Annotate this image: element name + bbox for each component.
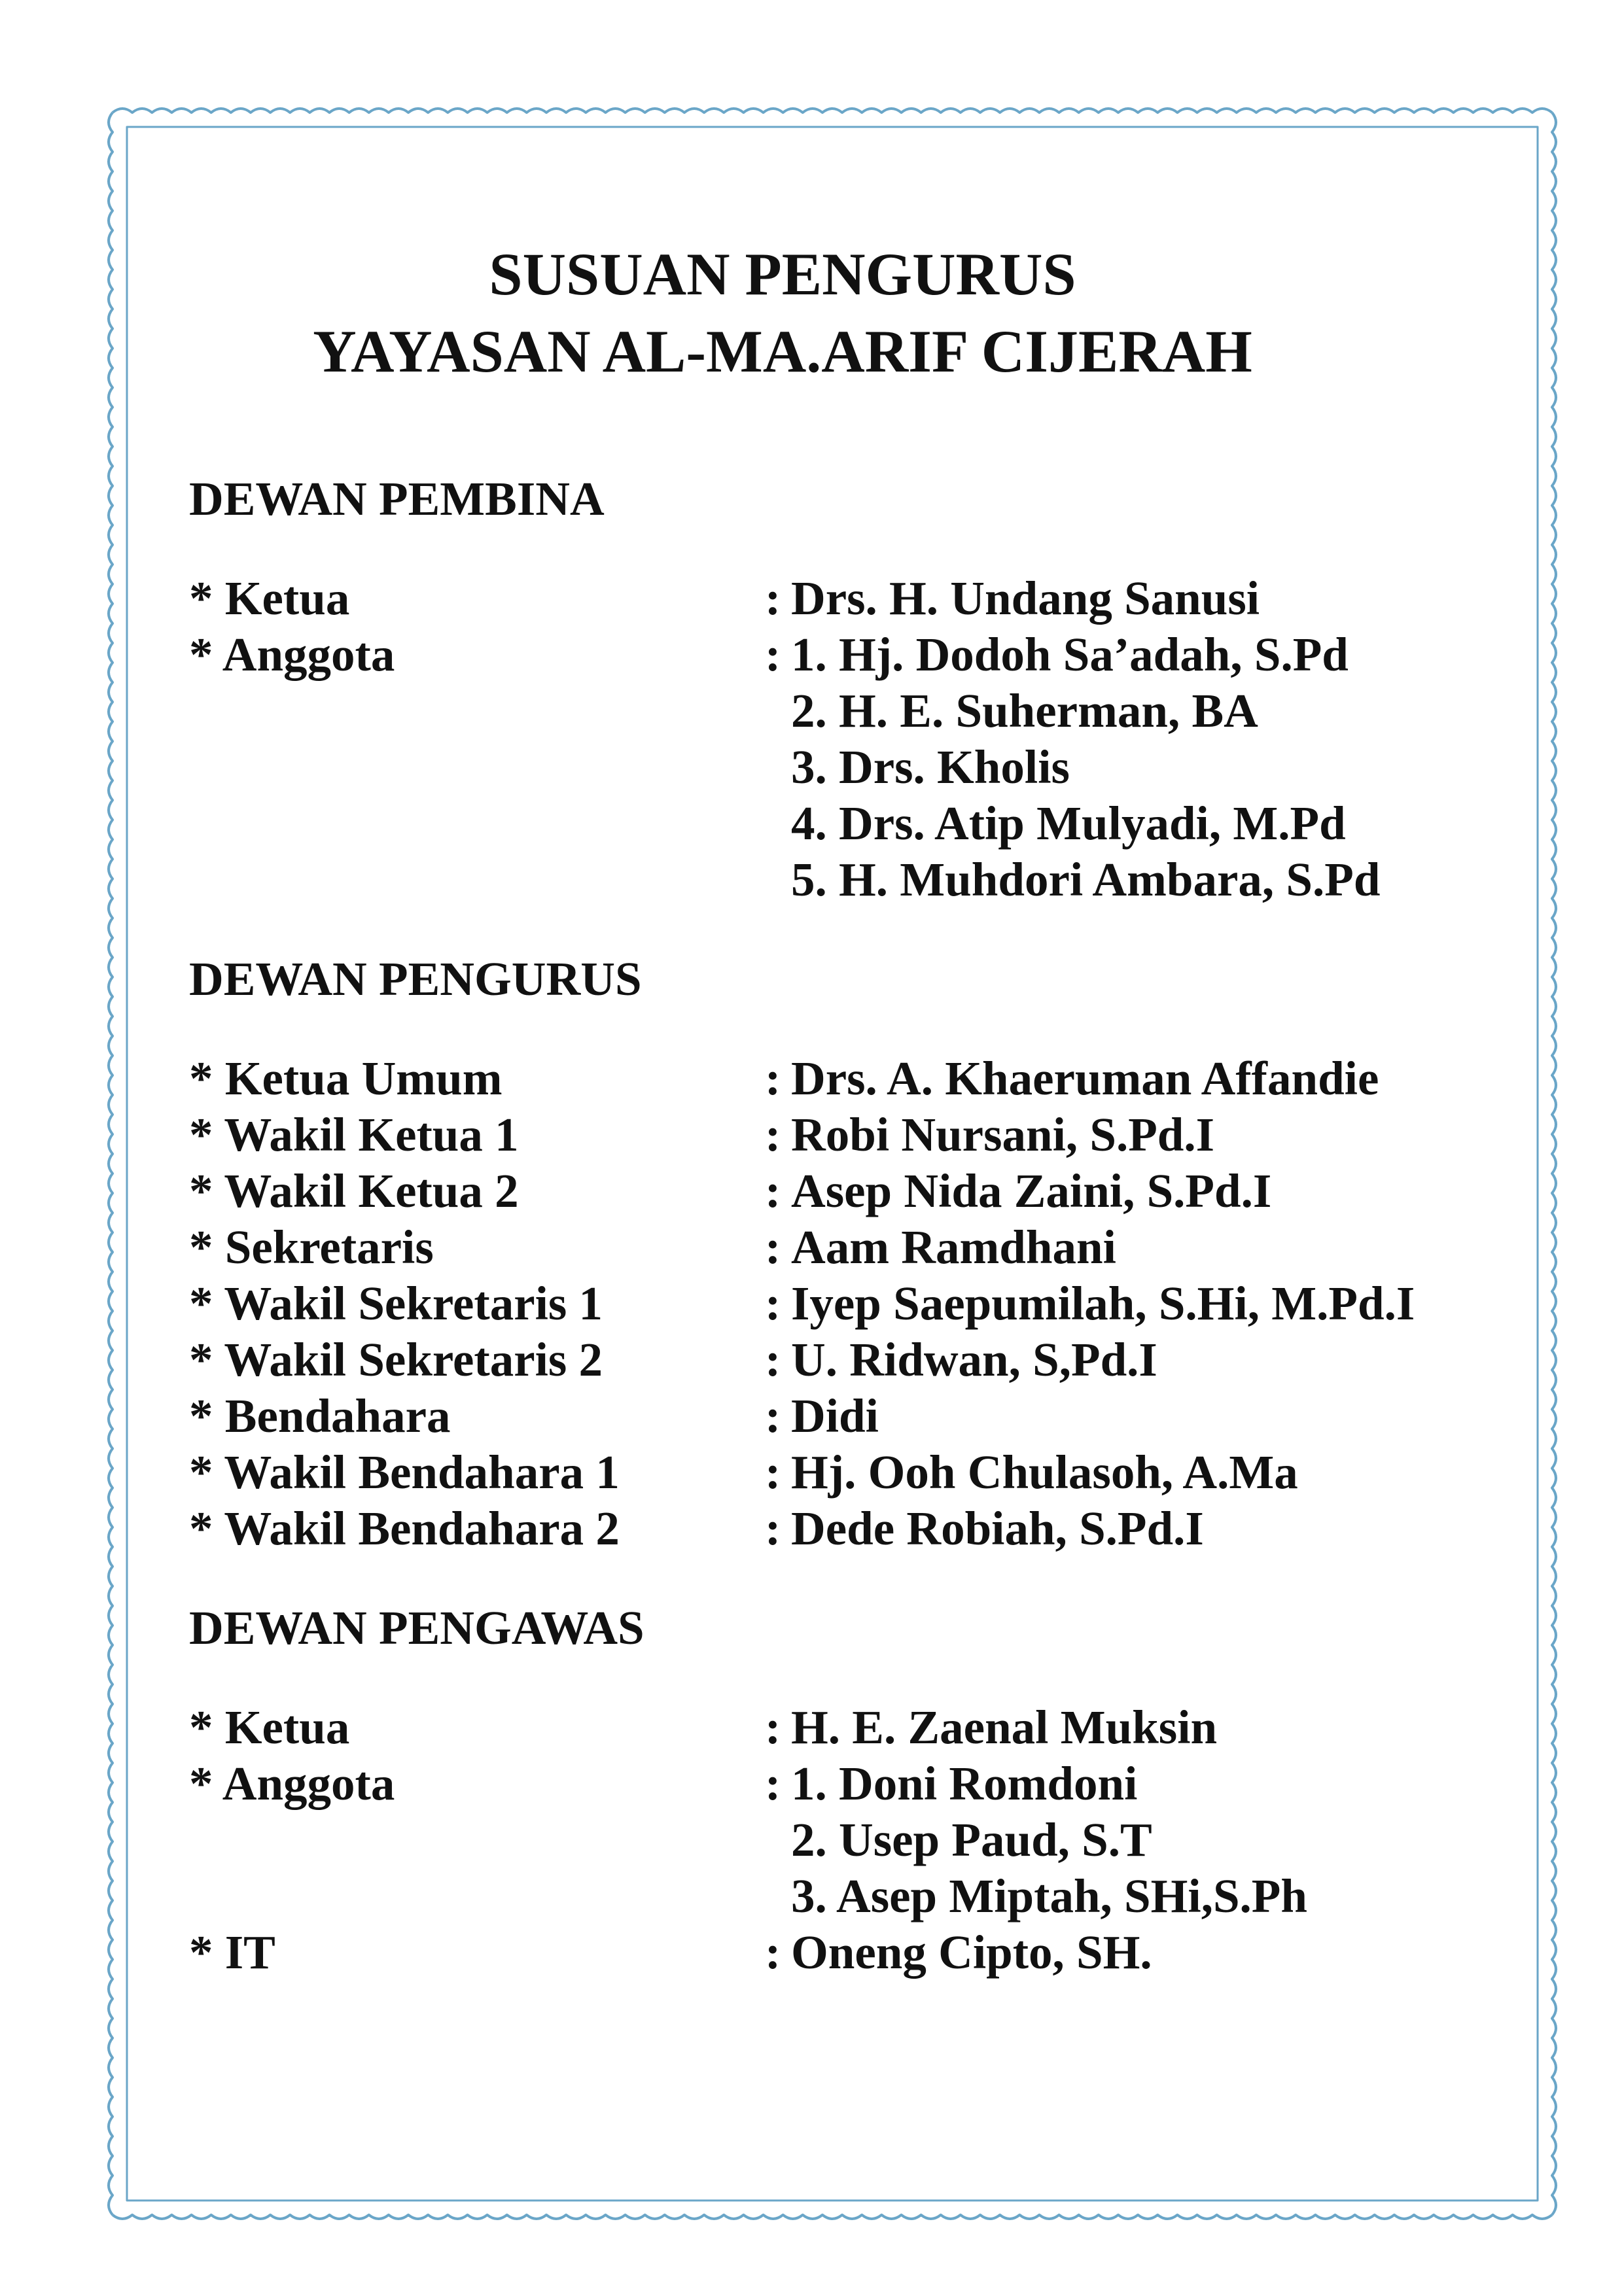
colon: : xyxy=(765,628,781,681)
member-row xyxy=(189,1219,1465,1276)
member-row xyxy=(189,1501,1465,1557)
role-label: * Bendahara xyxy=(189,1389,451,1442)
member-name: Iyep Saepumilah, S.Hi, M.Pd.I xyxy=(791,1277,1415,1330)
role-label: * Ketua xyxy=(189,572,350,625)
member-row xyxy=(189,1051,1465,1107)
member-name: 2. Usep Paud, S.T xyxy=(791,1813,1152,1866)
member-name: 4. Drs. Atip Mulyadi, M.Pd xyxy=(791,797,1346,850)
colon: : xyxy=(765,1052,781,1105)
member-name: Oneng Cipto, SH. xyxy=(791,1926,1152,1979)
colon: : xyxy=(765,1277,781,1330)
member-name: Asep Nida Zaini, S.Pd.I xyxy=(791,1164,1272,1217)
colon: : xyxy=(765,1333,781,1386)
title-line-1: SUSUAN PENGURUS xyxy=(489,241,1076,307)
role-label: * Sekretaris xyxy=(189,1221,434,1274)
member-name: 3. Asep Miptah, SHi,S.Ph xyxy=(791,1870,1307,1922)
member-name: Drs. A. Khaeruman Affandie xyxy=(791,1052,1379,1105)
colon: : xyxy=(765,1446,781,1499)
title-line-2: YAYASAN AL-MA.ARIF CIJERAH xyxy=(313,318,1252,385)
colon xyxy=(765,852,791,908)
member-name: Robi Nursani, S.Pd.I xyxy=(791,1108,1215,1161)
colon xyxy=(765,1812,791,1868)
role-label: * Wakil Bendahara 1 xyxy=(189,1446,620,1499)
member-row xyxy=(189,1276,1465,1332)
colon: : xyxy=(765,1108,781,1161)
section-heading: DEWAN PENGAWAS xyxy=(189,1601,644,1654)
role-label: * Wakil Bendahara 2 xyxy=(189,1502,620,1555)
section-dewan-pembina xyxy=(189,471,1465,908)
colon: : xyxy=(765,1389,781,1442)
role-label xyxy=(189,739,765,795)
role-label: * Wakil Ketua 2 xyxy=(189,1164,519,1217)
colon xyxy=(765,1868,791,1924)
member-row xyxy=(189,570,1465,627)
colon: : xyxy=(765,1502,781,1555)
colon xyxy=(765,739,791,795)
document-body xyxy=(189,235,1465,1981)
member-row xyxy=(189,1868,1465,1924)
colon: : xyxy=(765,1221,781,1274)
role-label: * Anggota xyxy=(189,1757,395,1810)
colon xyxy=(765,683,791,739)
role-label xyxy=(189,795,765,852)
section-heading: DEWAN PENGURUS xyxy=(189,952,642,1005)
role-label: * Wakil Sekretaris 2 xyxy=(189,1333,603,1386)
role-label: * Ketua xyxy=(189,1701,350,1754)
role-label: * Wakil Ketua 1 xyxy=(189,1108,519,1161)
member-name: Didi xyxy=(791,1389,879,1442)
section-heading: DEWAN PEMBINA xyxy=(189,472,605,525)
member-row xyxy=(189,627,1465,683)
member-name: 5. H. Muhdori Ambara, S.Pd xyxy=(791,853,1381,906)
member-row xyxy=(189,1388,1465,1444)
member-row xyxy=(189,1699,1465,1756)
member-name: Hj. Ooh Chulasoh, A.Ma xyxy=(791,1446,1298,1499)
member-name: 3. Drs. Kholis xyxy=(791,740,1070,793)
member-row xyxy=(189,683,1465,739)
member-row xyxy=(189,795,1465,852)
colon: : xyxy=(765,1701,781,1754)
colon: : xyxy=(765,1164,781,1217)
member-row xyxy=(189,1924,1465,1981)
role-label: * IT xyxy=(189,1926,275,1979)
section-dewan-pengurus xyxy=(189,951,1465,1557)
member-name: 2. H. E. Suherman, BA xyxy=(791,684,1258,737)
member-name: U. Ridwan, S,Pd.I xyxy=(791,1333,1157,1386)
colon xyxy=(765,795,791,852)
role-label xyxy=(189,1812,765,1868)
member-name: 1. Hj. Dodoh Sa’adah, S.Pd xyxy=(791,628,1349,681)
member-row xyxy=(189,1444,1465,1501)
role-label xyxy=(189,852,765,908)
member-row xyxy=(189,1107,1465,1163)
colon: : xyxy=(765,572,781,625)
role-label: * Anggota xyxy=(189,628,395,681)
role-label: * Ketua Umum xyxy=(189,1052,503,1105)
member-row xyxy=(189,1332,1465,1388)
member-name: Dede Robiah, S.Pd.I xyxy=(791,1502,1204,1555)
member-row xyxy=(189,1163,1465,1219)
colon: : xyxy=(765,1757,781,1810)
role-label xyxy=(189,1868,765,1924)
section-dewan-pengawas xyxy=(189,1600,1465,1981)
member-row xyxy=(189,852,1465,908)
member-row xyxy=(189,739,1465,795)
role-label xyxy=(189,683,765,739)
colon: : xyxy=(765,1926,781,1979)
member-row xyxy=(189,1812,1465,1868)
member-name: Drs. H. Undang Sanusi xyxy=(791,572,1260,625)
member-name: 1. Doni Romdoni xyxy=(791,1757,1138,1810)
role-label: * Wakil Sekretaris 1 xyxy=(189,1277,603,1330)
member-row xyxy=(189,1756,1465,1812)
page-title xyxy=(145,235,1421,390)
member-name: Aam Ramdhani xyxy=(791,1221,1116,1274)
member-name: H. E. Zaenal Muksin xyxy=(791,1701,1218,1754)
